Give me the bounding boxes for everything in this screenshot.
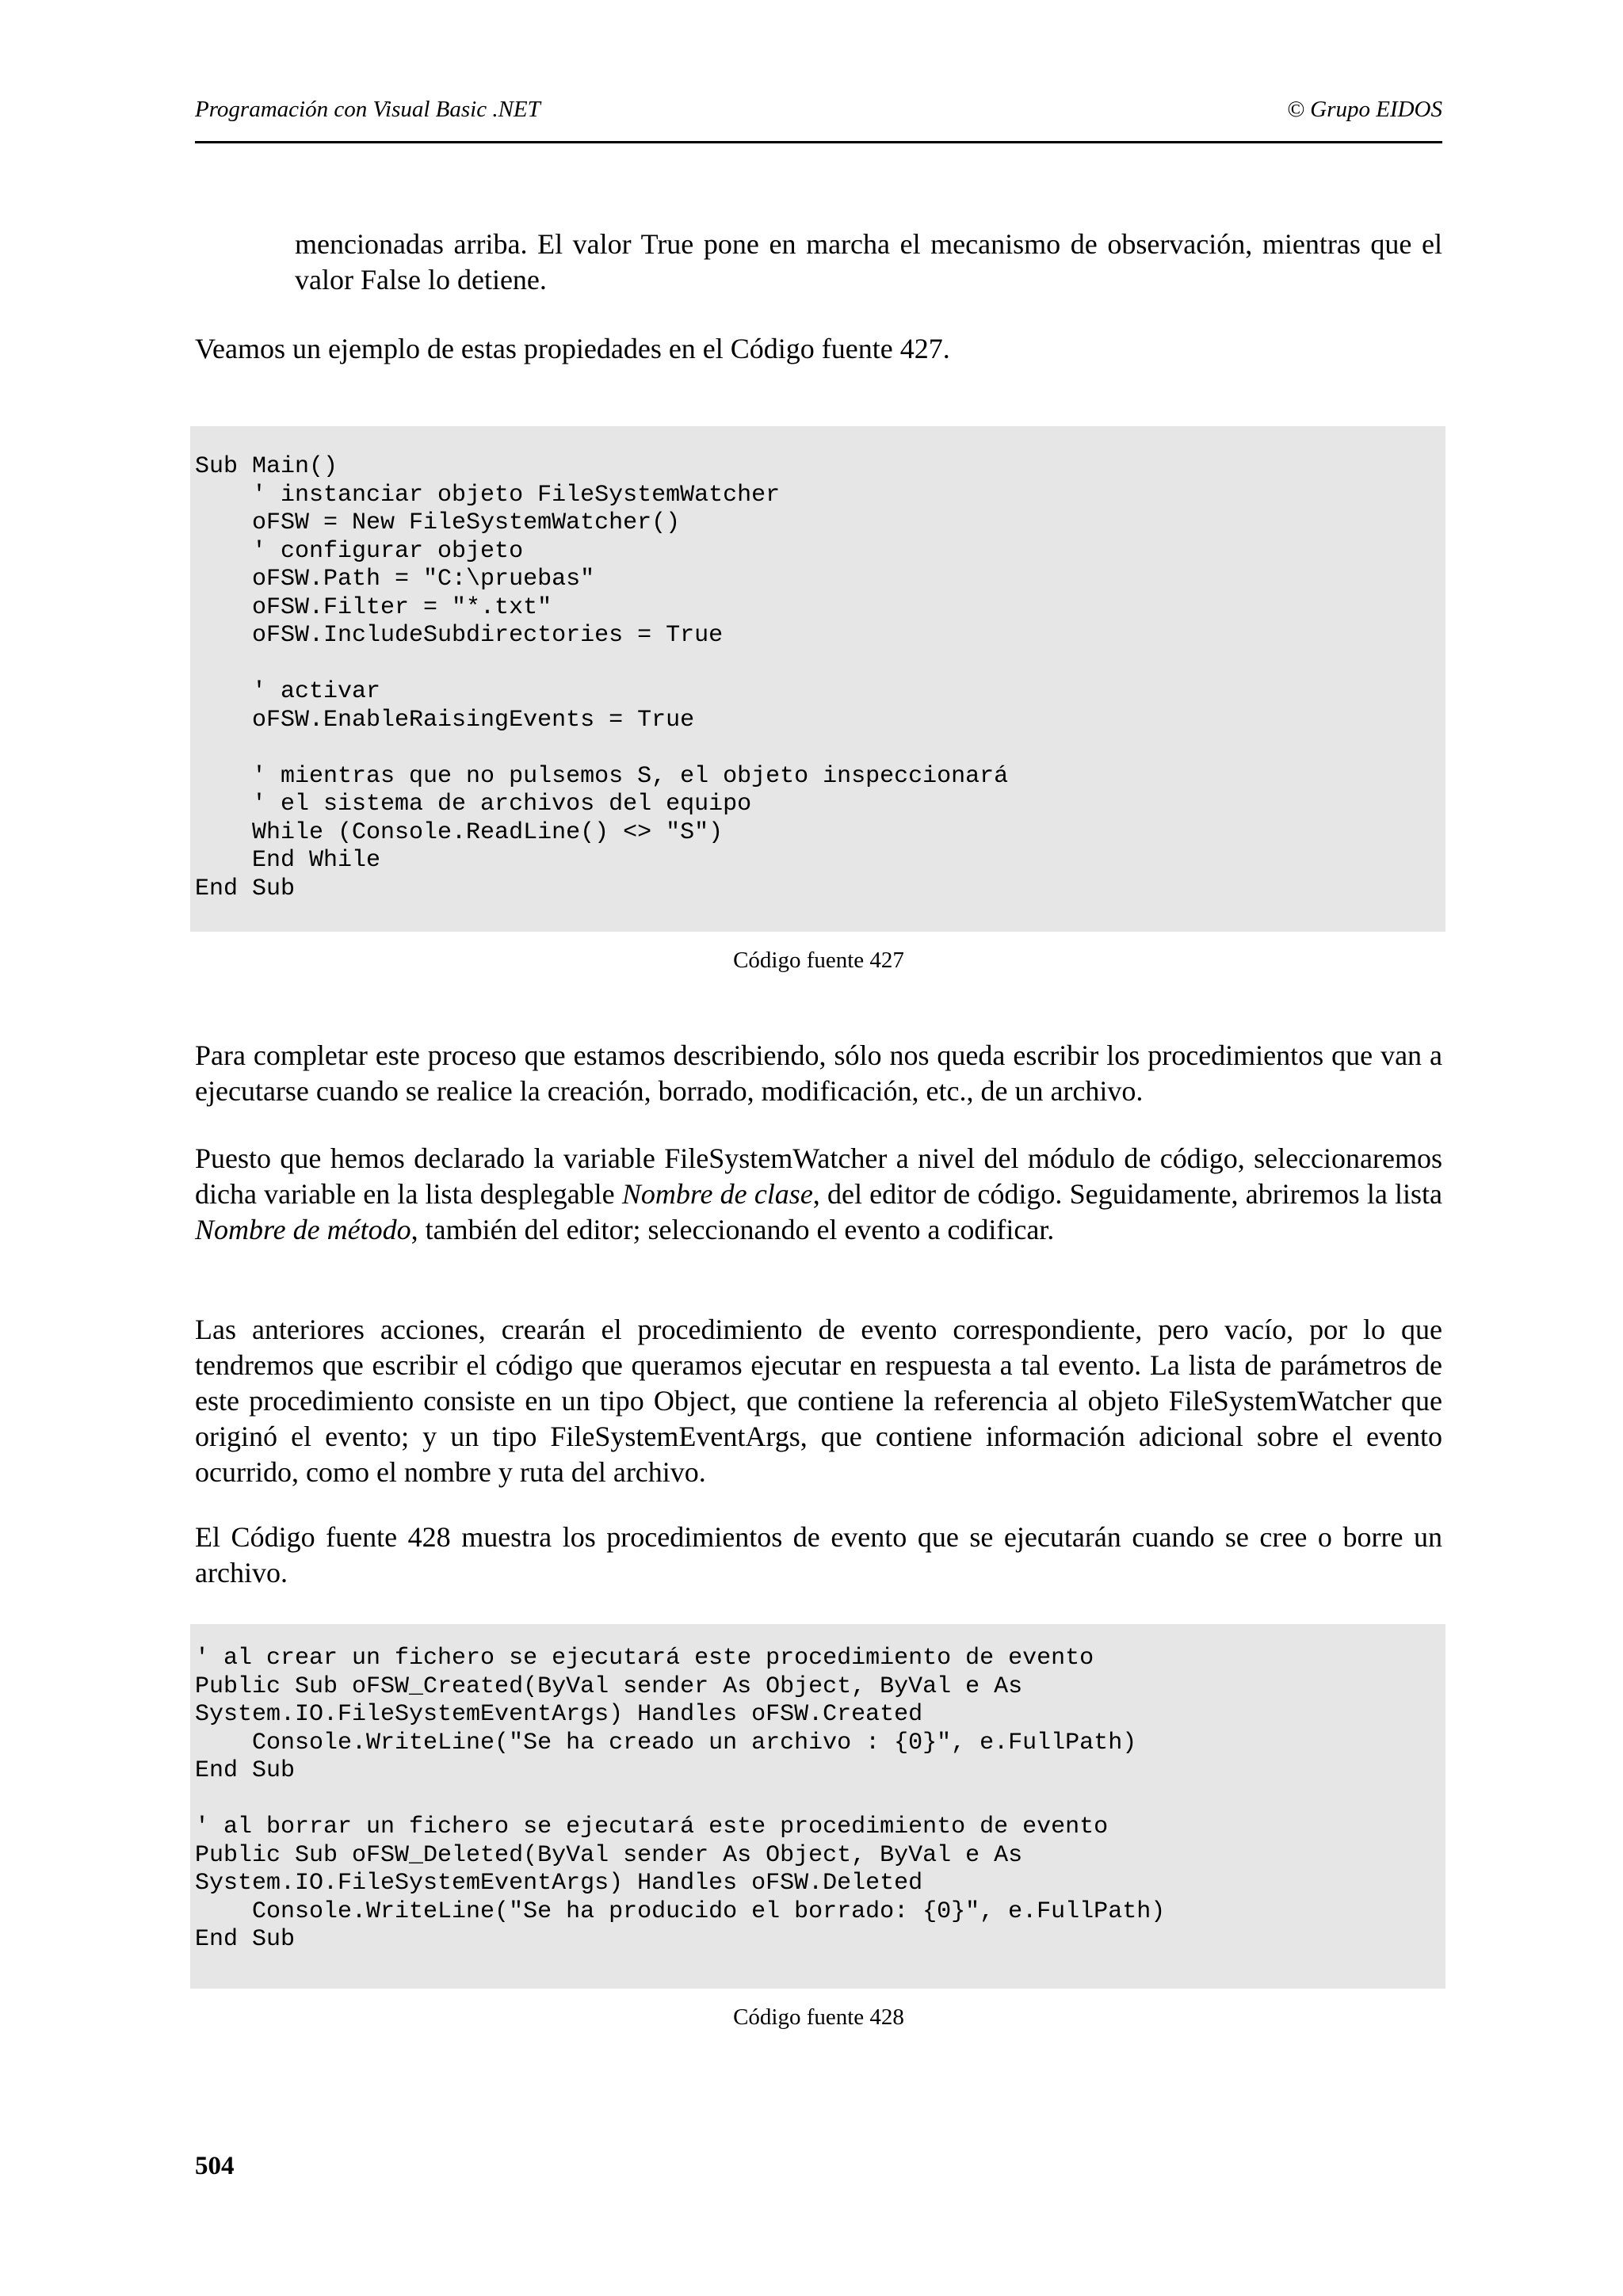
paragraph-text: , del editor de código. Seguidamente, abriremos la lista	[812, 1178, 1442, 1210]
paragraph-event-parameters: Las anteriores acciones, crearán el procedimiento de evento correspondiente, pero vacío, por lo que tendremos que escribir el código que queramos ejecutar en respuesta a tal evento. La lista de parámetros de este procedimiento consiste en un tipo Object, que contiene la referencia al objeto FileSystemWatcher que originó el evento; y un tipo FileSystemEventArgs, que contiene información adicional sobre el evento ocurrido, como el nombre y ruta del archivo.	[195, 1314, 1442, 1488]
paragraph-complete-process: Para completar este proceso que estamos describiendo, sólo nos queda escribir los procedimientos que van a ejecutarse cuando se realice la creación, borrado, modificación, etc., de un archivo.	[195, 1039, 1442, 1107]
term-class-name: Nombre de clase	[621, 1178, 813, 1210]
code-block-428	[190, 1624, 1445, 1989]
running-header	[195, 93, 1442, 143]
term-method-name: Nombre de método	[195, 1214, 411, 1245]
caption-code-427: Código fuente 427	[733, 948, 904, 973]
paragraph-intro-code-427: Veamos un ejemplo de estas propiedades en el Código fuente 427.	[195, 333, 950, 364]
paragraph-continuation: mencionadas arriba. El valor True pone en marcha el mecanismo de observación, mientras que el valor False lo detiene.	[295, 228, 1442, 296]
page-number: 504	[195, 2152, 235, 2180]
paragraph-text: , también del editor; seleccionando el evento a codificar.	[411, 1214, 1055, 1245]
code-listing-427: Sub Main() ' instanciar objeto FileSystemWatcher oFSW = New FileSystemWatcher() ' configurar objeto oFSW.Path = "C:\pruebas" oFSW.Filter = "*.txt" oFSW.IncludeSubdirectories = True ' activar oFSW.EnableRaisingEvents = True ' mientras que no pulsemos S, el objeto inspeccionará ' el sistema de archivos del equipo While (Console.ReadLine() <> "S") End While End Sub	[195, 453, 1009, 902]
code-listing-428: ' al crear un fichero se ejecutará este procedimiento de evento Public Sub oFSW_Created(ByVal sender As Object, ByVal e As System.IO.FileSystemEventArgs) Handles oFSW.Created Console.WriteLine("Se ha creado un archivo : {0}", e.FullPath) End Sub ' al borrar un fichero se ejecutará este procedimiento de evento Public Sub oFSW_Deleted(ByVal sender As Object, ByVal e As System.IO.FileSystemEventArgs) Handles oFSW.Deleted Console.WriteLine("Se ha producido el borrado: {0}", e.FullPath) End Sub	[195, 1645, 1166, 1953]
paragraph-text: Puesto que hemos declarado la variable FileSystemWatcher a nivel del módulo de código, seleccionaremos dicha variable en la lista desplegable	[195, 1142, 1442, 1210]
header-book-title: Programación con Visual Basic .NET	[195, 97, 540, 122]
code-block-427	[190, 426, 1445, 932]
paragraph-select-variable	[195, 1141, 1442, 1248]
paragraph-intro-code-428: El Código fuente 428 muestra los procedimientos de evento que se ejecutarán cuando se cree o borre un archivo.	[195, 1521, 1442, 1589]
header-publisher: © Grupo EIDOS	[1286, 97, 1442, 122]
caption-code-428: Código fuente 428	[733, 2004, 904, 2030]
